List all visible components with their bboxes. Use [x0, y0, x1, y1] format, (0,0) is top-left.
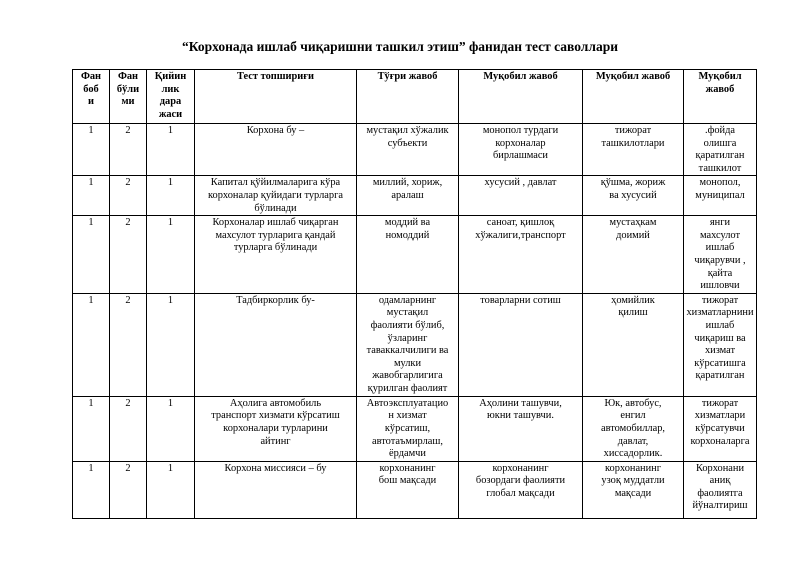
table-header-row [73, 70, 757, 124]
cell-section: 2 [110, 461, 147, 518]
cell-question: Корхоналар ишлаб чиқарган махсулот турларига қандай турларга бўлинади [195, 216, 357, 294]
cell-question: Аҳолига автомобиль транспорт хизмати кўрсатиш корхоналари турларини айтинг [195, 396, 357, 461]
cell-correct-answer: Автоэксплуатацио н хизмат кўрсатиш, автотаъмирлаш, ёрдамчи [357, 396, 459, 461]
cell-section: 2 [110, 293, 147, 396]
table-row [73, 461, 757, 518]
cell-alt-answer-2: Юк, автобус, енгил автомобиллар, давлат, хиссадорлик. [583, 396, 684, 461]
test-questions-table [72, 69, 757, 519]
header-chapter: Фан боб и [73, 70, 110, 124]
cell-alt-answer-3: монопол, муниципал [684, 176, 757, 216]
cell-correct-answer: корхонанинг бош мақсади [357, 461, 459, 518]
cell-chapter: 1 [73, 216, 110, 294]
cell-alt-answer-2: корхонанинг узоқ муддатли мақсади [583, 461, 684, 518]
cell-question: Тадбиркорлик бу- [195, 293, 357, 396]
cell-alt-answer-3: янги махсулот ишлаб чиқарувчи , қайта ишловчи [684, 216, 757, 294]
cell-correct-answer: моддий ва номоддий [357, 216, 459, 294]
header-difficulty: Қийин лик дара жаси [147, 70, 195, 124]
cell-alt-answer-1: саноат, қишлоқ хўжалиги,транспорт [459, 216, 583, 294]
cell-alt-answer-1: товарларни сотиш [459, 293, 583, 396]
cell-chapter: 1 [73, 461, 110, 518]
cell-alt-answer-3: тижорат хизматлари кўрсатувчи корхоналарга [684, 396, 757, 461]
cell-difficulty: 1 [147, 293, 195, 396]
cell-alt-answer-3: тижорат хизматларнини ишлаб чиқариш ва хизмат кўрсатишга қаратилган [684, 293, 757, 396]
cell-correct-answer: одамларнинг мустақил фаолияти бўлиб, ўзларинг таваккалчилиги ва мулки жавобгарлигига қурилган фаолият [357, 293, 459, 396]
table-row [73, 124, 757, 176]
cell-chapter: 1 [73, 176, 110, 216]
header-alt-answer-1: Муқобил жавоб [459, 70, 583, 124]
cell-chapter: 1 [73, 124, 110, 176]
cell-alt-answer-2: тижорат ташкилотлари [583, 124, 684, 176]
cell-alt-answer-1: монопол турдаги корхоналар бирлашмаси [459, 124, 583, 176]
cell-alt-answer-1: корхонанинг бозордаги фаолияти глобал мақсади [459, 461, 583, 518]
cell-difficulty: 1 [147, 124, 195, 176]
cell-question: Капитал қўйилмаларига кўра корхоналар қуйидаги турларга бўлинади [195, 176, 357, 216]
cell-alt-answer-1: хусусий , давлат [459, 176, 583, 216]
table-row [73, 396, 757, 461]
cell-correct-answer: мустақил хўжалик субъекти [357, 124, 459, 176]
cell-section: 2 [110, 176, 147, 216]
cell-chapter: 1 [73, 396, 110, 461]
cell-question: Корхона бу – [195, 124, 357, 176]
table-row [73, 216, 757, 294]
cell-correct-answer: миллий, хориж, аралаш [357, 176, 459, 216]
cell-chapter: 1 [73, 293, 110, 396]
cell-difficulty: 1 [147, 396, 195, 461]
cell-alt-answer-2: мустаҳкам доимий [583, 216, 684, 294]
cell-alt-answer-1: Аҳолини ташувчи, юкни ташувчи. [459, 396, 583, 461]
header-alt-answer-3: Муқобил жавоб [684, 70, 757, 124]
cell-alt-answer-3: Корхонани аниқ фаолиятга йўналтириш [684, 461, 757, 518]
cell-difficulty: 1 [147, 216, 195, 294]
table-row [73, 176, 757, 216]
cell-alt-answer-3: .фойда олишга қаратилган ташкилот [684, 124, 757, 176]
table-row [73, 293, 757, 396]
cell-difficulty: 1 [147, 176, 195, 216]
cell-section: 2 [110, 124, 147, 176]
cell-alt-answer-2: қўшма, жориж ва хусусий [583, 176, 684, 216]
cell-section: 2 [110, 396, 147, 461]
cell-section: 2 [110, 216, 147, 294]
header-correct-answer: Тўғри жавоб [357, 70, 459, 124]
cell-alt-answer-2: ҳомийлик қилиш [583, 293, 684, 396]
header-section: Фан бўли ми [110, 70, 147, 124]
cell-question: Корхона миссияси – бу [195, 461, 357, 518]
header-alt-answer-2: Муқобил жавоб [583, 70, 684, 124]
cell-difficulty: 1 [147, 461, 195, 518]
header-question: Тест топшириғи [195, 70, 357, 124]
document-title: “Корхонада ишлаб чиқаришни ташкил этиш” фанидан тест саволлари [182, 39, 618, 54]
